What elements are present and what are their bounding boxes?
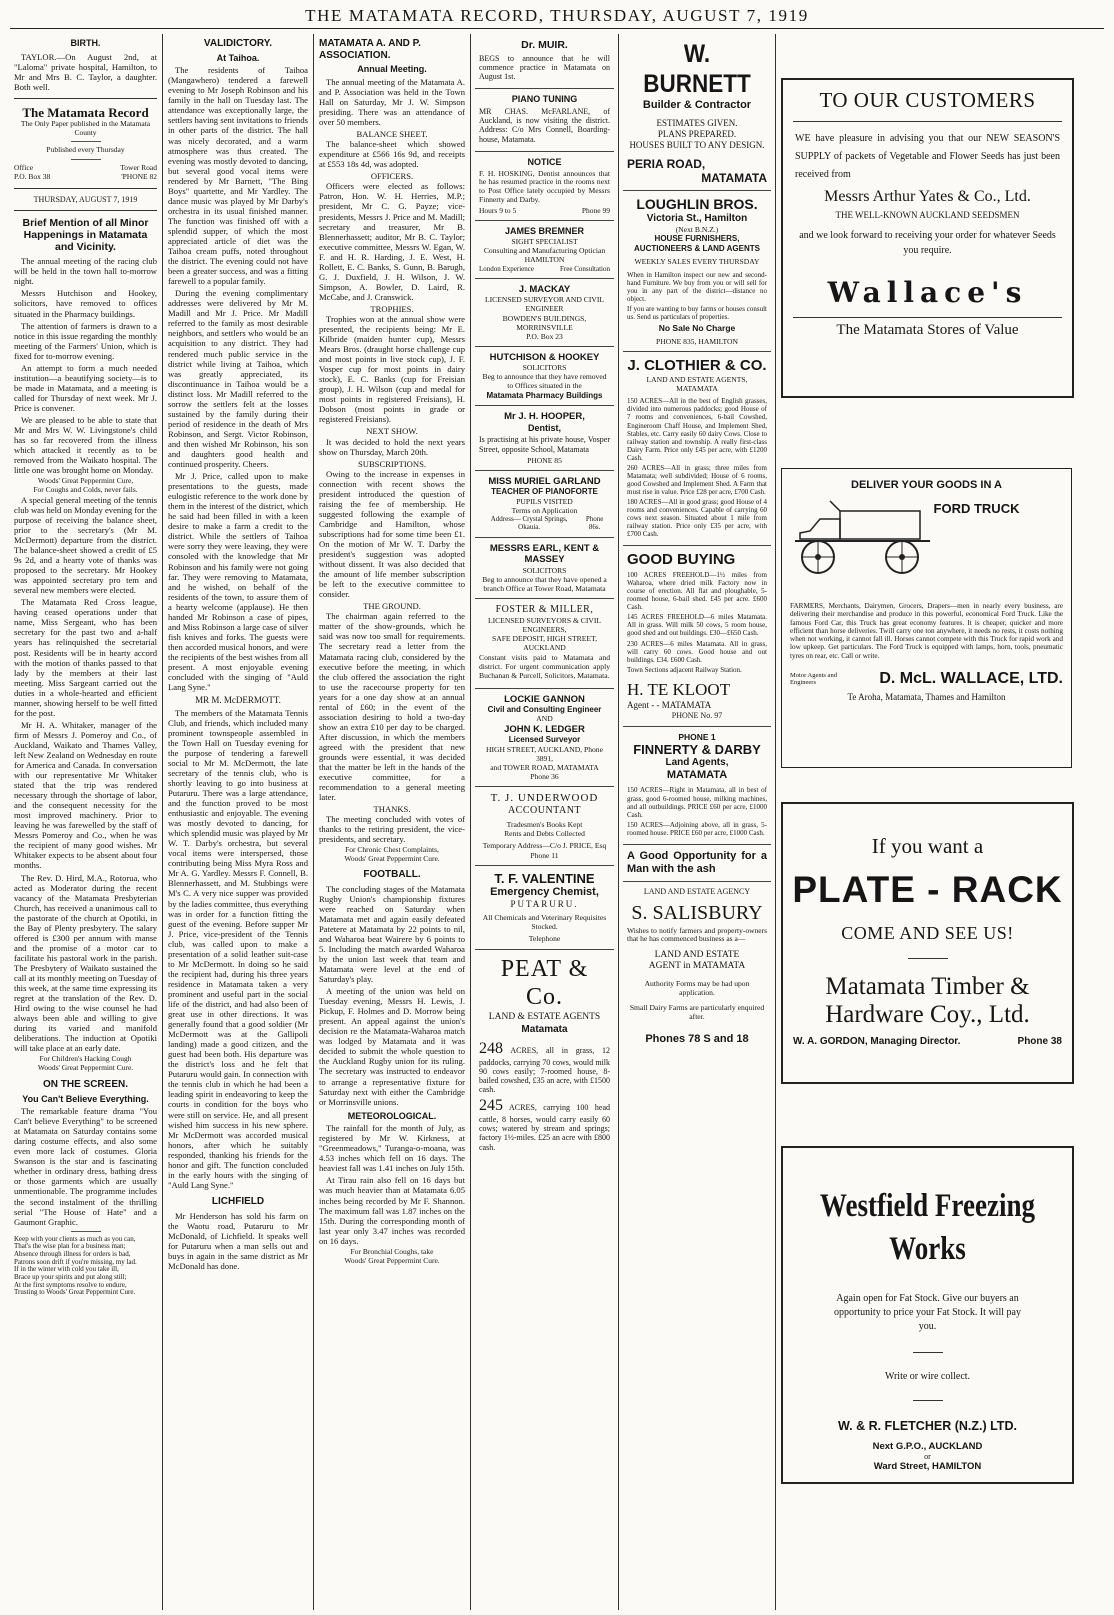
ad-town: MATAMATA — [666, 769, 728, 782]
verse-line: Brace up your spirits and put along still; — [14, 1273, 127, 1282]
ad-line: HOUSES BUILT TO ANY DESIGN. — [629, 139, 765, 150]
verse — [14, 1236, 157, 1298]
ad-location: Matamata Pharmacy Buildings — [486, 390, 603, 400]
ad-brand: Wallace's — [827, 276, 1028, 309]
ad-acres: 245 — [479, 1096, 503, 1114]
divider — [71, 141, 101, 142]
truck-icon — [790, 491, 940, 581]
ad-next: (Next B.N.Z.) — [675, 225, 719, 235]
ad-sub: Civil and Consulting Engineer — [487, 704, 602, 714]
section-heading: OFFICERS. — [370, 171, 414, 182]
ad-text: BOWDEN'S BUILDINGS, MORRINSVILLE — [502, 313, 587, 332]
ad-desc: ACRES, carrying 100 head cattle, 8 horses, would carry easily 60 cows; watered by stream and springs; factory 1½-miles. £25 an acre with £800 cash. — [479, 1102, 610, 1152]
ad-name-2: JOHN K. LEDGER — [504, 723, 585, 735]
ad-text-2: If you are wanting to buy farms or houses consult us. Send us particulars of properties. — [627, 304, 767, 321]
ad-sub: Land Agents, — [665, 757, 729, 769]
ap-intro: The annual meeting of the Matamata A. and P. Association was held in the Town Hall on Saturday, Mr J. W. Simpson presiding. There was an attendance of over 50 members. — [319, 76, 465, 128]
ad-name-2: H. TE KLOOT — [627, 679, 731, 699]
brief-para: Messrs Hutchison and Hookey, solicitors, have removed to offices situated in the Pharmacy buildings. — [14, 288, 157, 319]
ad-line: COME AND SEE US! — [841, 923, 1014, 943]
ad-item: 180 ACRES—All in good grass; good House of 4 rooms and conveniences. Capable of carrying 60 cows next season. Situated about 1 mile from railway station. Price only £35 per acre, with £700 Cash. — [627, 497, 767, 539]
football-para: A meeting of the union was held on Tuesday evening, Messrs H. Lewis, J. Pickup, F. Holmes and D. Morrow being present. An appeal against the union's decision re the Matamata-Waharoa match was lodged by Matamata and it was decided to submit the whole question to the Auckland Rugby union for its ruling. The secretary was instructed to endeavor to arrange a representative fixture for Saturday next with either the Cambridge or Morrinsville unions. — [319, 986, 465, 1107]
ad-firm-sub: THE WELL-KNOWN AUCKLAND SEEDSMEN — [835, 210, 1020, 220]
ad-text: SAFE DEPOSIT, HIGH STREET, AUCKLAND — [492, 634, 597, 653]
ad-text: MR CHAS. McFARLANE, of Auckland, is now visiting the district. Address: C/o Mrs Connell, Boarding-house, Matamata. — [479, 106, 610, 144]
ad-text: Beg to announce that they have opened a branch Office at Tower Road, Matamata — [482, 574, 607, 593]
validictory-para: The residents of Taihoa (Mangawhero) tendered a farewell evening to Mr Joseph Robinson and his family in the hall on Tuesday last. The attendance was exceptionally large, the settlers having sent invitations to friends in other parts of the district. The hall was nicely decorated, and a warm atmosphere was thus created. The evening was mostly devoted to dancing, but several good vocal items were rendered by Mr Barnett, "The Bing Boys" quartette, and Mr Yardley. The dance music was played by Mr Darby's orchestra in its usual finished manner. The function was finished off with a splendid supper, of which the most appreciated article of diet was the Taihoa cream puffs, noted throughout the district. The evening could not have been a greater success, and was a fitting farewell to a popular family. — [168, 65, 308, 287]
column-3 — [319, 34, 465, 1610]
ap-para: Trophies won at the annual show were presented, the recipients being: Mr E. Kilbride (maiden hunter cup), Messrs Mears Bros. (draught horse challenge cup and most points in live stock cup), J. F. Vosper cup for most points in dairy stock), E. C. Banks (cup for Freisian group), J. H. Wilson (cup and medal for most points in registered Freisians), H. Dobson (most points in grade or registered Freisians). — [319, 313, 465, 425]
ad-underwood — [475, 787, 614, 866]
ad-pobox: P.O. Box 23 — [526, 331, 563, 341]
ap-para: The chairman again referred to the matter of the show-grounds, which he said was now too small for requirements. The secretary read a letter from the Matamata racing club, considered by the executive before the meeting, in which the club offered the association the right to use the racecourse property for ten years for a one day show at an annual rental of £60; in the event of the association desiring to hold a two-day show an extra £10 per day to be charged. After discussion, in which the members agreed with the president that new grounds were essential, it was decided that the matter be left in the hands of the executive committee, for a recommendation to a general meeting later. — [319, 611, 465, 803]
ad-and: AND — [536, 714, 553, 724]
ad-finnerty — [623, 727, 771, 845]
ad-foster-miller — [475, 599, 614, 689]
column-rule — [470, 34, 471, 1610]
ad-platerack — [781, 802, 1074, 1084]
phone: 'PHONE 82 — [121, 171, 157, 181]
ad-or: or — [924, 1452, 931, 1461]
ad-muir — [475, 34, 614, 89]
ad-town: PUTARURU. — [510, 899, 579, 910]
ad-sub: Emergency Chemist, — [490, 886, 599, 899]
ad-dealer: D. McL. WALLACE, LTD. — [879, 669, 1063, 687]
verse-line: Patrons soon drift if you're missing, my lad. — [14, 1257, 137, 1266]
ad-name: T. J. UNDERWOOD — [490, 792, 599, 805]
section-heading: BALANCE SHEET. — [356, 129, 428, 140]
brief-para: The attention of farmers is drawn to a notice in this issue regarding the monthly meeting of the Farmers' Union, which is fixed for to-morrow evening. — [14, 320, 157, 361]
ad-extra — [479, 265, 610, 273]
ad-sub: LAND AND ESTATE AGENTS, — [646, 375, 748, 385]
ad-text: Consulting and Manufacturing Optician HAMILTON — [483, 246, 606, 265]
section-heading: SUBSCRIPTIONS. — [357, 458, 427, 469]
ad-phone: PHONE 1 — [678, 731, 716, 742]
brief-para: The Rev. D. Hird, M.A., Rotorua, who acted as Moderator during the recent vacancy of the Matamata Presbyterian Church, has received a unanimous call to the pastorate of the church at Opotiki, in the Bay of Plenty presbytery. The salary offered is £300 per annum with manse and the promise of a motor car to facilitate his pastoral work in the parish. The Presbytery of Waikato sustained the call at its monthly meeting on Tuesday of this week, at the same time expressing its regret at the translation of the Rev. D. Hird owing to the wise counsel he had always been able and willing to give during its varied and manifold deliberations. The induction at Opotiki will take place at an early date. — [14, 872, 157, 1054]
ad-name: GOOD BUYING — [627, 551, 736, 569]
ad-manager-row — [783, 1036, 1072, 1047]
ad-addr-2: Ward Street, HAMILTON — [873, 1461, 982, 1472]
ad-valentine — [475, 866, 614, 950]
ad-sub: ACCOUNTANT — [507, 805, 582, 817]
peppermint-ad: Woods' Great Peppermint Cure. — [344, 1255, 440, 1265]
peppermint-ad: Woods' Great Peppermint Cure, — [37, 476, 134, 486]
ad-name: FINNERTY & DARBY — [633, 741, 761, 757]
ap-heading: MATAMATA A. AND P. ASSOCIATION. — [319, 38, 421, 61]
lichfield-heading: LICHFIELD — [211, 1195, 265, 1207]
ad-tagline: The Matamata Stores of Value — [836, 322, 1019, 338]
screen-heading: ON THE SCREEN. — [42, 1078, 128, 1090]
ad-mackay — [475, 279, 614, 347]
ad-item: 150 ACRES—Adjoining above, all in grass, 5-roomed house. PRICE £60 per acre, £1000 Cash. — [627, 820, 767, 837]
ad-acres: 248 — [479, 1039, 503, 1057]
ad-agent: Agent - - MATAMATA — [627, 700, 712, 711]
ad-sub: SOLICITORS — [522, 363, 567, 373]
ad-item: 150 ACRES—Right in Matamata, all in best of grass, good 6-roomed house, milking machines, and all outbuildings. PRICE £60 per acre, £1000 Cash. — [627, 786, 767, 819]
ad-heading-2: FORD TRUCK — [933, 501, 1020, 516]
ad-line: LAND AND ESTATE — [654, 949, 740, 960]
ad-name: MISS MURIEL GARLAND — [488, 475, 601, 487]
ad-sub: SIGHT SPECIALIST — [511, 237, 578, 247]
ad-sub: LICENSED SURVEYOR AND CIVIL ENGINEER — [485, 295, 604, 314]
ad-extra — [479, 206, 610, 215]
ad-heading: DELIVER YOUR GOODS IN A — [851, 479, 1002, 491]
ad-name: JAMES BREMNER — [504, 226, 584, 237]
ad-name: J. CLOTHIER & CO. — [627, 357, 767, 375]
divider — [793, 317, 1062, 318]
ad-firm: Matamata Timber & Hardware Coy., Ltd. — [825, 973, 1030, 1028]
ad-sub: HOUSE FURNISHERS, AUCTIONEERS & LAND AGENTS — [634, 234, 760, 253]
verse-line: Keep with your clients as much as you can, — [14, 1234, 136, 1243]
divider — [14, 98, 157, 99]
ad-sub: LAND & ESTATE AGENTS — [488, 1012, 601, 1023]
ad-sub-2: Licensed Surveyor — [508, 734, 581, 744]
ad-nosale: No Sale No Charge — [658, 322, 736, 333]
ad-phone: Phone 36 — [530, 771, 559, 781]
ad-name: HUTCHISON & HOOKEY — [489, 351, 600, 363]
ad-item: Town Sections adjacent Railway Station. — [627, 665, 742, 674]
ad-westfield — [781, 1146, 1074, 1484]
column-4 — [475, 34, 614, 1610]
validictory-para: During the evening complimentary addresses were delivered by Mr M. Madill and Mr J. Price. Mr Madill referred to the family as most desirable neighbors, and settlers who would be an acquisition to any district. They had rendered much public service in the district while living at Taihoa, which was greatly appreciated, its discontinuance in Taihoa would be a distinct loss. Mr Madill referred to the sorrow the settlers felt at the losses sustained by the family during their period of residence in the death of Mrs Robinson, and Sergt. Victor Robinson, and then wished Mr Robinson, his son and daughters good health and continued prosperity. Cheers. — [168, 288, 308, 470]
ad-firm: W. & R. FLETCHER (N.Z.) LTD. — [838, 1419, 1017, 1433]
peppermint-ad: Woods' Great Peppermint Cure. — [344, 854, 440, 864]
ad-peat — [475, 950, 614, 1159]
ad-name: LOCKIE GANNON — [504, 693, 585, 705]
ad-line: AGENT in MATAMATA — [648, 961, 746, 972]
ad-town: MATAMATA — [701, 170, 767, 185]
mcdermott-para: The members of the Matamata Tennis Club, and friends, which included many prominent townspeople assembled in the Town Hall on Tuesday evening for the purpose of tendering a farewell social to Mr M. McDermott, the late secretary of the tennis club, who is shortly leaving to go into business at Putaruru. There was a large attendance, and the function proved to be most enthusiastic and enjoyable. The evening was mostly devoted to dancing, for which splendid music was played by Mr W. T. Darby's orchestra, but several vocal items were interspersed, those contributing being Miss Myra Ross and Mr A. G. Yardley. Messrs F. Connell, B. Blennerhassett, and M. Stubbings were M's C. A very nice supper was provided by the ladies committee, thus everything was in order for a function fitting the guest of the evening. Before supper Mr J. Price, vice-president of the Tennis club, was called upon to make a presentation of a solid leather suit-case to Mr McDermott. In doing so he said the recipient had, during his three years residence in Matamata taken a very prominent and useful part in the social life of the district, and had also been of great use in other directions. It was generally found that a good soldier (Mr McDermott was at the Gallipoli landing) made a good citizen, and the guest had been both. His departure was the district's loss and he felt that Putaruru would gain. In connection with the tennis club in which he had been a leading spirit in endeavoring to keep the courts in condition for the boys who were still on service. He, and all present wished him success in his new sphere. Mr McDermott was accorded musical honors, after which he suitably responded, thanking his friends for the honor and gift. The function concluded in the early hours with the singing of "Auld Lang Syne." — [168, 707, 308, 1190]
ad-sub: LICENSED SURVEYORS & CIVIL ENGINEERS, — [487, 615, 602, 635]
ad-garland — [475, 471, 614, 538]
ad-text: A Good Opportunity for a Man with the ash — [627, 849, 767, 875]
ad-customers — [781, 78, 1074, 398]
ap-para: It was decided to hold the next years show on Thursday, March 20th. — [319, 436, 465, 457]
ap-para: The balance-sheet which showed expenditure at £566 16s 9d, and receipts at £553 18s 4d, was adopted. — [319, 139, 465, 170]
ad-bremner — [475, 221, 614, 279]
pobox-line — [14, 173, 157, 182]
ad-opportunity — [623, 845, 771, 882]
ad-name: LOUGHLIN BROS. — [636, 196, 758, 213]
paper-name: The Matamata Record — [22, 104, 149, 120]
ad-text: BEGS to announce that he will commence practice in Matamata on August 1st. — [479, 53, 610, 81]
ad-name: J. MACKAY — [518, 283, 571, 295]
top-rule — [10, 28, 1104, 29]
ad-clothier — [623, 352, 771, 546]
ad-sub: Builder & Contractor — [642, 99, 752, 111]
ad-towns: Te Aroha, Matamata, Thames and Hamilton — [847, 691, 1006, 702]
ad-manager: W. A. GORDON, Managing Director. — [793, 1036, 961, 1047]
ad-line: PLANS PREPARED. — [657, 128, 737, 139]
masthead: THE MATAMATA RECORD, THURSDAY, AUGUST 7, 1919 — [305, 6, 809, 25]
verse-line: If in the winter with cold you take ill, — [14, 1265, 119, 1274]
ad-experience: London Experience — [479, 264, 535, 273]
ad-phone: PHONE 85 — [527, 455, 562, 465]
ad-heading-2: Works — [889, 1231, 966, 1267]
office-label: Office — [14, 163, 34, 173]
ad-sub: TEACHER OF PIANOFORTE — [491, 487, 598, 497]
ad-heading: Westfield Freezing — [819, 1188, 1036, 1224]
met-heading: METEOROLOGICAL. — [347, 1110, 437, 1121]
ap-para: Owing to the increase in expenses in connection with recent shows the president introduced the question of raising the fee of membership. He suggested following the example of Cambridge and Hamilton, whose subscriptions had for some time been £1. On the motion of Mr W. T. Darby the president's suggestion was adopted without dissent. It was also decided that the amount of life member subscription be left to the executive committee to consider. — [319, 468, 465, 600]
ad-text: WE have pleasure in advising you that our NEW SEASON'S SUPPLY of packets of Vegetable and Flower Seeds has just been received from — [795, 133, 1060, 180]
ad-phone: Phone 99 — [581, 206, 610, 216]
ad-text: FARMERS, Merchants, Dairymen, Grocers, Drapers—men in nearly every business, are delivering their merchandise and produce in this powerful, economical Ford Truck. Like the famous Ford Car, this Truck has great economy features. It is cheaper, quicker and more efficient than horse deliveries. Twill carry one ton anywhere, it needs no rests, it costs nothing when not working, it cannot fall ill. Horses cannot compete with this Truck for rapid work and low upkeep. Get particulars. The Ford Truck is equipped with lamps, horn, tools, pneumatic tyres on rear, etc. Call or write. — [790, 602, 1063, 660]
verse-line: At the first symptoms resolve to endure, — [14, 1280, 127, 1289]
ad-terms: Terms on Application — [511, 505, 578, 515]
column-rule — [162, 34, 163, 1610]
section-heading: NEXT SHOW. — [366, 426, 418, 437]
ad-addr: PERIA ROAD, — [627, 156, 706, 171]
verse-line: Absence through illness for orders is bad, — [14, 1250, 131, 1259]
divider — [908, 958, 948, 959]
divider — [793, 121, 1062, 122]
section-heading: TROPHIES. — [370, 303, 414, 314]
ad-phone: Phone 86s. — [585, 515, 604, 532]
verse-line: That's the wise plan for a business man; — [14, 1242, 126, 1251]
brief-para: The Matamata Red Cross league, having ceased operations under that name, Miss Sergeant, who has been secretary for the past two and a-half years has relinquished the secretarial post. Residents will be in hearty accord with the motion of thanks passed to that lady by the members at their last meeting. Miss Sargeant carried out the duties in a whole-hearted and efficient manner, showing herself to be well fitted for the post. — [14, 597, 157, 718]
ap-para: Officers were elected as follows: Patron, Hon. W. H. Herries, M.P.; president, Mr C. G. Payze; vice-presidents, Messrs J. Price and M. Madill; secretary and treasurer, Mr B. Blennerhassett; auditor, Mr B. C. Taylor; executive committee, Messrs W. Egan, W. F. and H. R. Harding, J. E. West, H. Rollett, E. C. Banks, S. Gunn, B. Barugh, G. J. Duxfield, J. H. Wilson, J. W. Simpson, A. Bowler, D. Laird, R. McCabe, and J. Cranswick. — [319, 181, 465, 302]
validictory-sub: At Taihoa. — [216, 52, 260, 63]
ad-text: Is practising at his private house, Vosper Street, opposite School, Matamata — [479, 435, 610, 454]
ad-note: Constant visits paid to Matamata and district. For urgent communication apply Buchanan & Purcell, Solicitors, Matamata. — [479, 653, 610, 680]
ad-property — [479, 1040, 610, 1095]
ad-name: W. BURNETT — [643, 40, 751, 98]
column-5 — [623, 34, 771, 1610]
brief-para: The annual meeting of the racing club will be held in the town hall to-morrow night. — [14, 256, 157, 287]
section-heading: THE GROUND. — [363, 601, 421, 612]
ad-dealer-sub: Motor Agents and Engineers — [790, 671, 837, 686]
brief-para: We are pleased to be able to state that Mr and Mrs W. W. Livingstone's child has so far recovered from the illness which attacked it recently as to be removed from the Waikato hospital. The little one was brought home on Monday. — [14, 414, 157, 476]
screen-sub: You Can't Believe Everything. — [22, 1093, 149, 1104]
ad-phone: Phone 11 — [530, 850, 559, 860]
ad-phone: Telephone — [528, 934, 561, 944]
ad-text: When in Hamilton inspect our new and second-hand Furniture. We buy from you or will sell for you in any part of the district—distance no object. — [627, 270, 767, 303]
ad-text: Tradesmen's Books Kept — [506, 820, 583, 830]
divider — [71, 1231, 101, 1232]
divider — [14, 188, 157, 189]
ad-town: Matamata — [521, 1023, 568, 1035]
ad-ford — [781, 468, 1072, 768]
brief-para: Mr H. A. Whitaker, manager of the firm of Messrs J. Pomeroy and Co., of Auckland, Waikato and Thames Valley, left New Zealand on Wednesday en route for America and Canada. In conversation with our representative Mr Whitaker stated that the trip was rendered necessary through the shortage of labor, and the consequent necessity for the most improved machinery. Prior to leaving he was farewelled by the staff of Messrs Pomeroy and Co., when he was the recipient of many good wishes. Mr Whitaker expects to be absent about four months. — [14, 719, 157, 871]
ad-heading: PLATE - RACK — [792, 869, 1063, 910]
paper-desc: The Only Paper published in the Matamata County — [20, 118, 151, 137]
ad-loughlin — [623, 191, 771, 352]
screen-text: The remarkable feature drama "You Can't believe Everything" to be screened at Matamata on Saturday contains some daring costume effects, and also some even more lack of costumes. Gloria Swanson is the star and is fascinating whether in ordinary dress, bathing dress or those garments which are usually unmentionable. The programme includes the second instalment of the thrilling serial "The House of Hate" and a Gaumont Graphic. — [14, 1106, 157, 1227]
ad-firm: Messrs Arthur Yates & Co., Ltd. — [824, 188, 1031, 205]
ad-text: All Chemicals and Veterinary Requisites Stocked. — [482, 913, 607, 932]
peppermint-ad: For Children's Hacking Cough — [39, 1054, 132, 1064]
ad-property — [479, 1097, 610, 1152]
ad-line: ESTIMATES GIVEN. — [656, 118, 738, 129]
verse-line: Trusting to Woods' Great Peppermint Cure. — [14, 1288, 136, 1297]
column-rule — [775, 34, 776, 1610]
ad-name: MESSRS EARL, KENT & MASSEY — [489, 542, 600, 566]
peppermint-ad: For Chronic Chest Complaints, — [345, 845, 439, 855]
brief-para: An attempt to form a much needed institution—a beautifying society—is to be made in Matamata, and a meeting is called for Thursday of next week. Mr J. Price is convener. — [14, 362, 157, 413]
ad-phone: PHONE 835, HAMILTON — [655, 337, 739, 347]
office-addr: Tower Road — [120, 163, 157, 173]
ad-phones: Phones 78 S and 18 — [645, 1033, 749, 1046]
ad-item: 100 ACRES FREEHOLD—1½ miles from Waharoa, where dried milk Factory now in course of erection. All flat and ploughable, 5-roomed house, 6-bail shed. £45 per acre. £600 Cash. — [627, 571, 767, 612]
ad-item: 230 ACRES—6 miles Matamata. All in grass, will carry 60 cows. Good house and out buildings. £34. £600 Cash. — [627, 639, 767, 664]
ad-hours: Hours 9 to 5 — [479, 206, 517, 216]
ad-name: Dr. MUIR. — [521, 39, 568, 51]
ad-text: PUPILS VISITED — [516, 496, 573, 506]
ad-sub: SOLICITORS — [522, 565, 567, 575]
ad-phone: Phone 38 — [1017, 1036, 1062, 1047]
met-para: The rainfall for the month of July, as registered by Mr W. Kirkness, at "Greenmeadows," Turanga-o-moana, was 4.53 inches which fell on 16 days. The heaviest fall was 1.41 inches on July 15th. — [319, 1123, 465, 1174]
ad-name: FOSTER & MILLER, — [495, 603, 594, 615]
ad-text-3: Small Dairy Farms are particularly enquired after. — [629, 1002, 765, 1022]
ad-phone: PHONE No. 97 — [671, 710, 723, 720]
ad-notice — [475, 152, 614, 222]
divider — [14, 210, 157, 211]
column-rule — [313, 34, 314, 1610]
brief-heading: Brief Mention of all Minor Happenings in Matamata and Vicinity. — [22, 217, 149, 254]
validictory-heading: VALIDICTORY. — [203, 38, 273, 49]
ad-name: T. F. VALENTINE — [494, 870, 595, 886]
ad-text: HIGH STREET, AUCKLAND, Phone 3891, — [486, 744, 603, 763]
ad-addr: Next G.P.O., AUCKLAND — [872, 1441, 983, 1452]
ad-text-2: Authority Forms may be had upon application. — [644, 978, 750, 997]
brief-para: A special general meeting of the tennis club was held on Monday evening for the purpose of receiving the balance sheet, prior to the secretary's (Mr M. McDermott) departure from the district. The balance-sheet showed a credit of £5 9s 2d, and a hearty vote of thanks was proposed to the secretary. Mr Hookey was appointed secretary pro tem and several new members were elected. — [14, 494, 157, 596]
ad-piano — [475, 89, 614, 152]
peppermint-ad: For Bronchial Coughs, take — [350, 1246, 434, 1256]
ad-address: Address— Crystal Springs, Okauia. — [490, 515, 568, 532]
birth-heading: BIRTH. — [70, 38, 101, 48]
ap-para: The meeting concluded with votes of thanks to the retiring president, the vice-presidents, and secretary. — [319, 814, 465, 845]
ad-earl-kent — [475, 538, 614, 599]
ad-heading: TO OUR CUSTOMERS — [819, 88, 1036, 112]
section-heading: THANKS. — [373, 804, 411, 815]
ad-consultation: Free Consultation — [560, 264, 610, 273]
ad-salisbury — [623, 882, 771, 1051]
date-line: THURSDAY, AUGUST 7, 1919 — [33, 194, 138, 204]
ad-addr: Victoria St., Hamilton — [646, 213, 748, 225]
published-line: Published every Thursday — [46, 145, 125, 155]
ad-desc: ACRES, all in grass, 12 paddocks, carrying 70 cows, would milk 90 cows easily; 7-roomed house, 8-bailed cowshed, £35 an acre, with £1500 cash. — [479, 1045, 610, 1095]
ad-goodbuying — [623, 546, 771, 726]
ad-name: PEAT & Co. — [500, 955, 589, 1011]
birth-notice: TAYLOR.—On August 2nd, at "Laloma" private hospital, Hamilton, to Mr and Mrs B. C. Taylor, a daughter. Both well. — [14, 51, 157, 92]
ad-text-2: Rents and Debts Collected — [504, 829, 585, 839]
ad-write: Write or wire collect. — [884, 1371, 971, 1382]
divider — [913, 1352, 943, 1353]
ad-sub: Dentist, — [527, 422, 561, 433]
ad-extra — [479, 515, 610, 532]
ad-item: 150 ACRES—All in the best of English grasses, divided into numerous paddocks; good House of 7 rooms and conveniences, 6-bail Cowshed, Engineroom Chaff House, and Implement Shed, Stables, etc. Carry easily 60 dairy Cows. Close to railway station and township. A really first-class Dairy Farm. Price only £45 per acre, with £1200 Cash. — [627, 397, 767, 462]
ad-pre: LAND AND ESTATE AGENCY — [643, 887, 751, 897]
ad-name: S. SALISBURY — [631, 901, 763, 924]
football-para: The concluding stages of the Matamata Rugby Union's championship fixtures were reached on Saturday when Matamata met and again easily defeated Patetere at Matamata by 22 points to nil, and Waharoa beat Wairere by 6 points to 5. Including the match awarded Waharoa by the union last week that team and Matamata were level at the end of Saturday's play. — [319, 883, 465, 985]
mcdermott-heading: MR M. McDERMOTT. — [195, 695, 281, 706]
column-2 — [168, 34, 308, 1610]
met-para: At Tirau rain also fell on 16 days but was much heavier than at Matamata 6.05 inches being recorded by Mr F. Shannon. The maximum fall was 1.87 inches on the 15th. During the corresponding month of last year only 3.47 inches was recorded on 16 days. — [319, 1175, 465, 1246]
ad-name: PIANO TUNING — [511, 94, 578, 105]
ap-sub: Annual Meeting. — [357, 64, 427, 75]
football-heading: FOOTBALL. — [363, 868, 421, 880]
ad-text: F. H. HOSKING, Dentist announces that he has resumed practice in the rooms next to Post Office lately occupied by Messrs Finnerty and Darby. — [479, 168, 610, 204]
ad-text: Again open for Fat Stock. Give our buyers an opportunity to price your Fat Stock. It will pay you. — [834, 1293, 1021, 1332]
ad-gannon-ledger — [475, 689, 614, 788]
ad-hutchison — [475, 347, 614, 406]
ad-line: If you want a — [871, 834, 984, 858]
ad-town: MATAMATA — [676, 384, 718, 394]
ad-text-2: and we look forward to receiving your order for whatever Seeds you require. — [799, 230, 1056, 256]
divider — [71, 159, 101, 160]
ad-name: Mr J. H. HOOPER, — [504, 411, 585, 423]
ad-item: 145 ACRES FREEHOLD—6 miles Matamata. All in grass. Will milk 50 cows, 5 room house, good shed and out buildings. £30—£650 Cash. — [627, 613, 767, 638]
ad-sales: WEEKLY SALES EVERY THURSDAY — [634, 257, 760, 267]
lichfield-text: Mr Henderson has sold his farm on the Waotu road, Putaruru to Mr McDonald, of Lichfield. It speaks well for Putaruru when a man sells out and buys in again in the same district as Mr McDonald has done. — [168, 1210, 308, 1271]
pobox: P.O. Box 38 — [14, 171, 51, 181]
ad-hooper — [475, 406, 614, 471]
ad-text: Beg to announce that they have removed to Offices situated in the — [482, 372, 607, 391]
ad-dealer-row — [782, 670, 1071, 688]
peppermint-ad: Woods' Great Peppermint Cure. — [37, 1063, 134, 1073]
ad-burnett — [623, 34, 771, 191]
ad-addr: and TOWER ROAD, MATAMATA — [490, 762, 599, 772]
ad-text: Wishes to notify farmers and property-owners that he has commenced business as a— — [627, 925, 767, 944]
column-1 — [14, 34, 157, 1610]
divider — [913, 1400, 943, 1401]
ad-address: Temporary Address—C/o J. PRICE, Esq — [482, 841, 607, 851]
ad-name: NOTICE — [527, 156, 562, 167]
peppermint-ad: For Coughs and Colds, never fails. — [33, 485, 138, 495]
validictory-para: Mr J. Price, called upon to make presentations to the guests, made eulogistic reference to the work done by them in the interest of the district, which he said had been filled in with a keen desire to make a farm a credit to the district. While the settlers of Taihoa were sorry they were leaving, they were consoled with the knowledge that Mr Robinson and his family were not going far. They were removing to Matamata, and he wished, on behalf of the residents of the town, to assure them of a hearty welcome (applause). He then handed Mr Robinson a case of pipes, and Miss Robinson a large case of silver fish knives and forks. The guests were then accorded musical honors, and were the recipients of the best wishes from all present. A most enjoyable evening concluded with the singing of "Auld Lang Syne." — [168, 471, 308, 693]
ad-item: 260 ACRES—All in grass; three miles from Matamata; well subdivided; House of 6 rooms, good Cowshed and Implement Shed. A Farm that must rise in value. Price £28 per acre, £700 Cash. — [627, 463, 767, 496]
column-rule — [618, 34, 619, 1610]
